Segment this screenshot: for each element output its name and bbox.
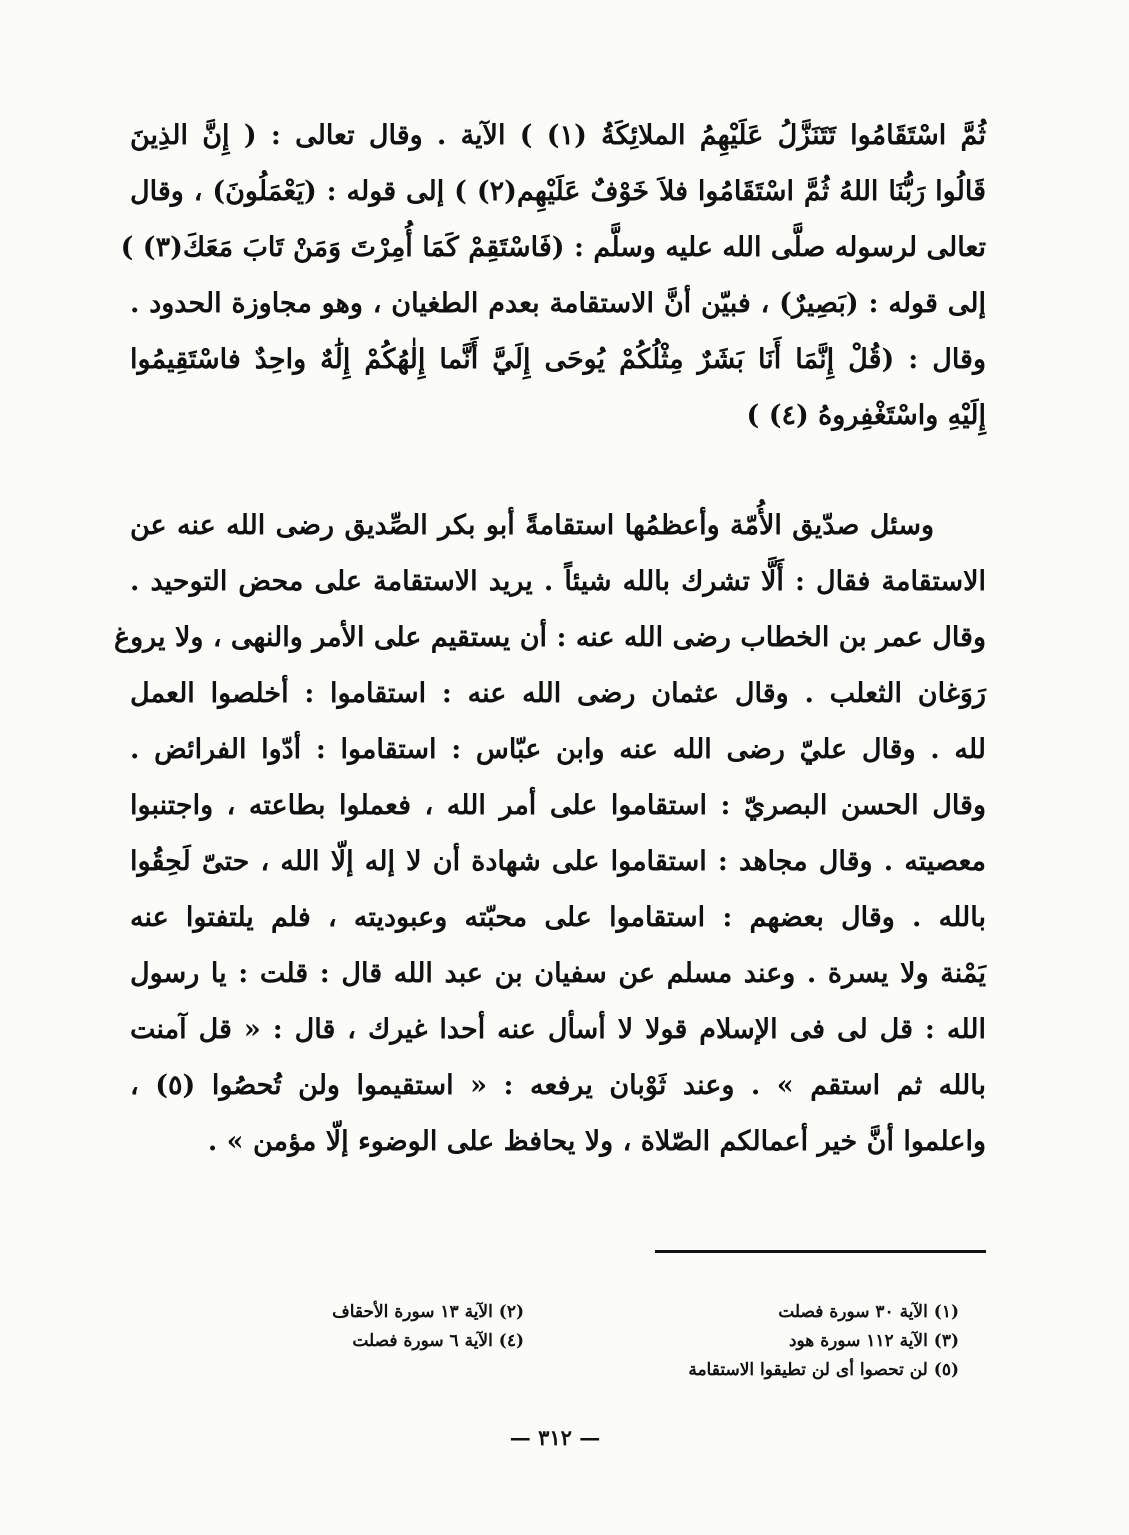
text-line: وقال الحسن البصريّ : استقاموا على أمر الله ، فعملوا بطاعته ، واجتنبوا [130, 790, 986, 821]
text-line: الله : قل لى فى الإسلام قولا لا أسأل عنه أحدا غيرك ، قال : « قل آمنت [130, 1014, 986, 1045]
text-line: بالله ثم استقم » . وعند ثَوْبان يرفعه : « استقيموا ولن تُحصُوا (٥) ، [130, 1070, 986, 1101]
text-line: قَالُوا رَبُّنَا اللهُ ثُمَّ اسْتَقَامُوا فلاَ خَوْفٌ عَلَيْهِم(٢) ) إلى قوله : (يَعْمَلُونَ) ، وقال [130, 176, 986, 207]
text-line: معصيته . وقال مجاهد : استقاموا على شهادة أن لا إله إلّا الله ، حتىّ لَحِقُوا [130, 846, 986, 877]
text-line: إلى قوله : (بَصِيرٌ) ، فبيّن أنَّ الاستقامة بعدم الطغيان ، وهو مجاوزة الحدود . [130, 288, 986, 319]
page-number: — ٣١٢ — [509, 1425, 601, 1450]
text-line: وسئل صدّيق الأُمّة وأعظمُها استقامةً أبو بكر الصِّديق رضى الله عنه عن [130, 510, 934, 541]
footnote: (٥) لن تحصوا أى لن تطيقوا الاستقامة [688, 1360, 959, 1380]
text-line: تعالى لرسوله صلَّى الله عليه وسلَّم : (فَاسْتَقِمْ كَمَا أُمِرْتَ وَمَنْ تَابَ مَعَكَ(٣) ) [120, 232, 986, 263]
text-line: ثُمَّ اسْتَقَامُوا تَتَنَزَّلُ عَلَيْهِمُ الملائِكَةُ (١) ) الآية . وقال تعالى : ( إِنَّ الذِينَ [130, 120, 986, 151]
footnote: (١) الآية ٣٠ سورة فصلت [778, 1302, 959, 1322]
text-line: إِلَيْهِ واسْتَغْفِروهُ (٤) ) [746, 400, 986, 431]
text-line: الاستقامة فقال : أَلَّا تشرك بالله شيئاً . يريد الاستقامة على محض التوحيد . [130, 566, 986, 597]
footnotes-right-column [629, 1298, 959, 1385]
footnote: (٢) الآية ١٣ سورة الأحقاف [332, 1302, 524, 1322]
footnote-divider [655, 1250, 986, 1253]
paragraph-companions-sayings [114, 498, 986, 1170]
text-line: وقال عمر بن الخطاب رضى الله عنه : أن يستقيم على الأمر والنهى ، ولا يروغ [114, 622, 986, 653]
text-line: لله . وقال عليّ رضى الله عنه وابن عبّاس : استقاموا : أدّوا الفرائض . [130, 734, 986, 765]
paragraph-quran-verses [120, 108, 986, 444]
text-line: وقال : (قُلْ إِنَّمَا أَنَا بَشَرٌ مِثْلُكُمْ يُوحَى إِلَيَّ أَنَّما إِلٰهُكُمْ إِلَٰهٌ واحِدٌ فاسْتَقِيمُوا [130, 344, 986, 375]
text-line: بالله . وقال بعضهم : استقاموا على محبّته وعبوديته ، فلم يلتفتوا عنه [130, 902, 986, 933]
text-line: يَمْنة ولا يسرة . وعند مسلم عن سفيان بن عبد الله قال : قلت : يا رسول [130, 958, 986, 989]
text-line: رَوَغان الثعلب . وقال عثمان رضى الله عنه : استقاموا : أخلصوا العمل [130, 678, 986, 709]
footnotes-left-column [264, 1298, 524, 1356]
footnote: (٣) الآية ١١٢ سورة هود [788, 1331, 959, 1351]
footnote: (٤) الآية ٦ سورة فصلت [352, 1331, 524, 1351]
text-line: واعلموا أنَّ خير أعمالكم الصّلاة ، ولا يحافظ على الوضوء إلّا مؤمن » . [207, 1126, 986, 1157]
